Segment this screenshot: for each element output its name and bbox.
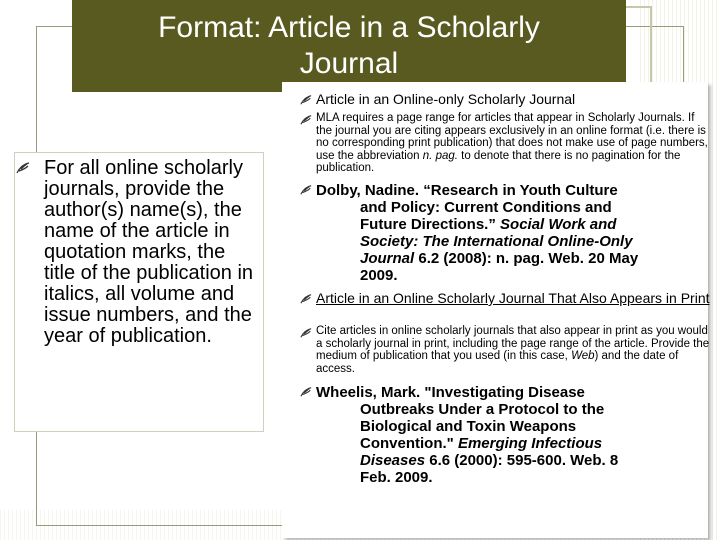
citation-example-2 (300, 384, 710, 486)
note2-text-a: Cite articles in online scholarly journals that also appear in print as you would a scholarly journal in print, including the page range of the article. Provide the medium of publication that you used (in this case, (316, 325, 710, 362)
ex1-journal-c: Journal (360, 250, 415, 267)
leaf-bullet-icon (300, 327, 312, 339)
note-online-and-print (300, 325, 710, 375)
note-online-only (300, 112, 710, 175)
leaf-bullet-icon (16, 161, 30, 175)
ex1-rest-b: 2009. (360, 267, 398, 284)
heading-online-only (300, 92, 710, 107)
leaf-bullet-icon (300, 293, 312, 305)
ex1-line3: Future Directions.” (360, 216, 501, 233)
ex1-line2: and Policy: Current Conditions and (360, 199, 612, 216)
leaf-bullet-icon (300, 386, 312, 398)
ex1-journal-a: Social Work and (500, 216, 617, 233)
leaf-bullet-icon (300, 184, 312, 196)
heading-online-and-print-text: Article in an Online Scholarly Journal That Also Appears in Print (316, 290, 710, 306)
title-line-1: Format: Article in a Scholarly (158, 11, 540, 44)
slide-title (72, 0, 626, 92)
ex2-line3: Biological and Toxin Weapons (360, 418, 577, 435)
ex2-line1: Wheelis, Mark. "Investigating Disease (316, 384, 585, 401)
ex1-journal-b: Society: The International Online-Only (360, 233, 633, 250)
ex2-line2: Outbreaks Under a Protocol to the (360, 401, 605, 418)
ex2-journal-b: Diseases (360, 452, 426, 469)
ex2-journal-a: Emerging Infectious (457, 435, 603, 452)
left-bullet (16, 158, 260, 347)
ex2-rest-a: 6.6 (2000): 595-600. Web. 8 (425, 452, 619, 469)
left-bullet-text: For all online scholarly journals, provide the author(s) name(s), the name of the article in quotation marks, the title of the publication in italics, all volume and issue numbers, and the year of publication. (44, 157, 254, 347)
leaf-bullet-icon (300, 94, 312, 106)
ex1-line1: Dolby, Nadine. “Research in Youth Culture (316, 182, 618, 199)
ex2-line4: Convention." (360, 435, 458, 452)
note2-text-b: ) and the date of access. (316, 350, 679, 375)
ex2-rest-b: Feb. 2009. (360, 469, 433, 486)
leaf-bullet-icon (300, 114, 312, 126)
note1-abbrev: n. pag. (422, 149, 458, 162)
ex1-rest-a: 6.2 (2008): n. pag. Web. 20 May (414, 250, 639, 267)
title-line-2: Journal (299, 47, 399, 80)
heading-online-and-print (300, 291, 710, 306)
note1-text-b: to denote that there is no pagination for the publication. (316, 149, 681, 174)
note2-medium: Web (571, 350, 595, 362)
citation-example-1 (300, 182, 710, 284)
heading-online-only-text: Article in an Online-only Scholarly Journal (316, 91, 576, 107)
note1-text-a: MLA requires a page range for articles that appear in Scholarly Journals. If the journal you are citing appears exclusively in an online format (i.e. there is no corresponding print publication) that does not make use of page numbers, use the abbreviation (316, 112, 708, 162)
